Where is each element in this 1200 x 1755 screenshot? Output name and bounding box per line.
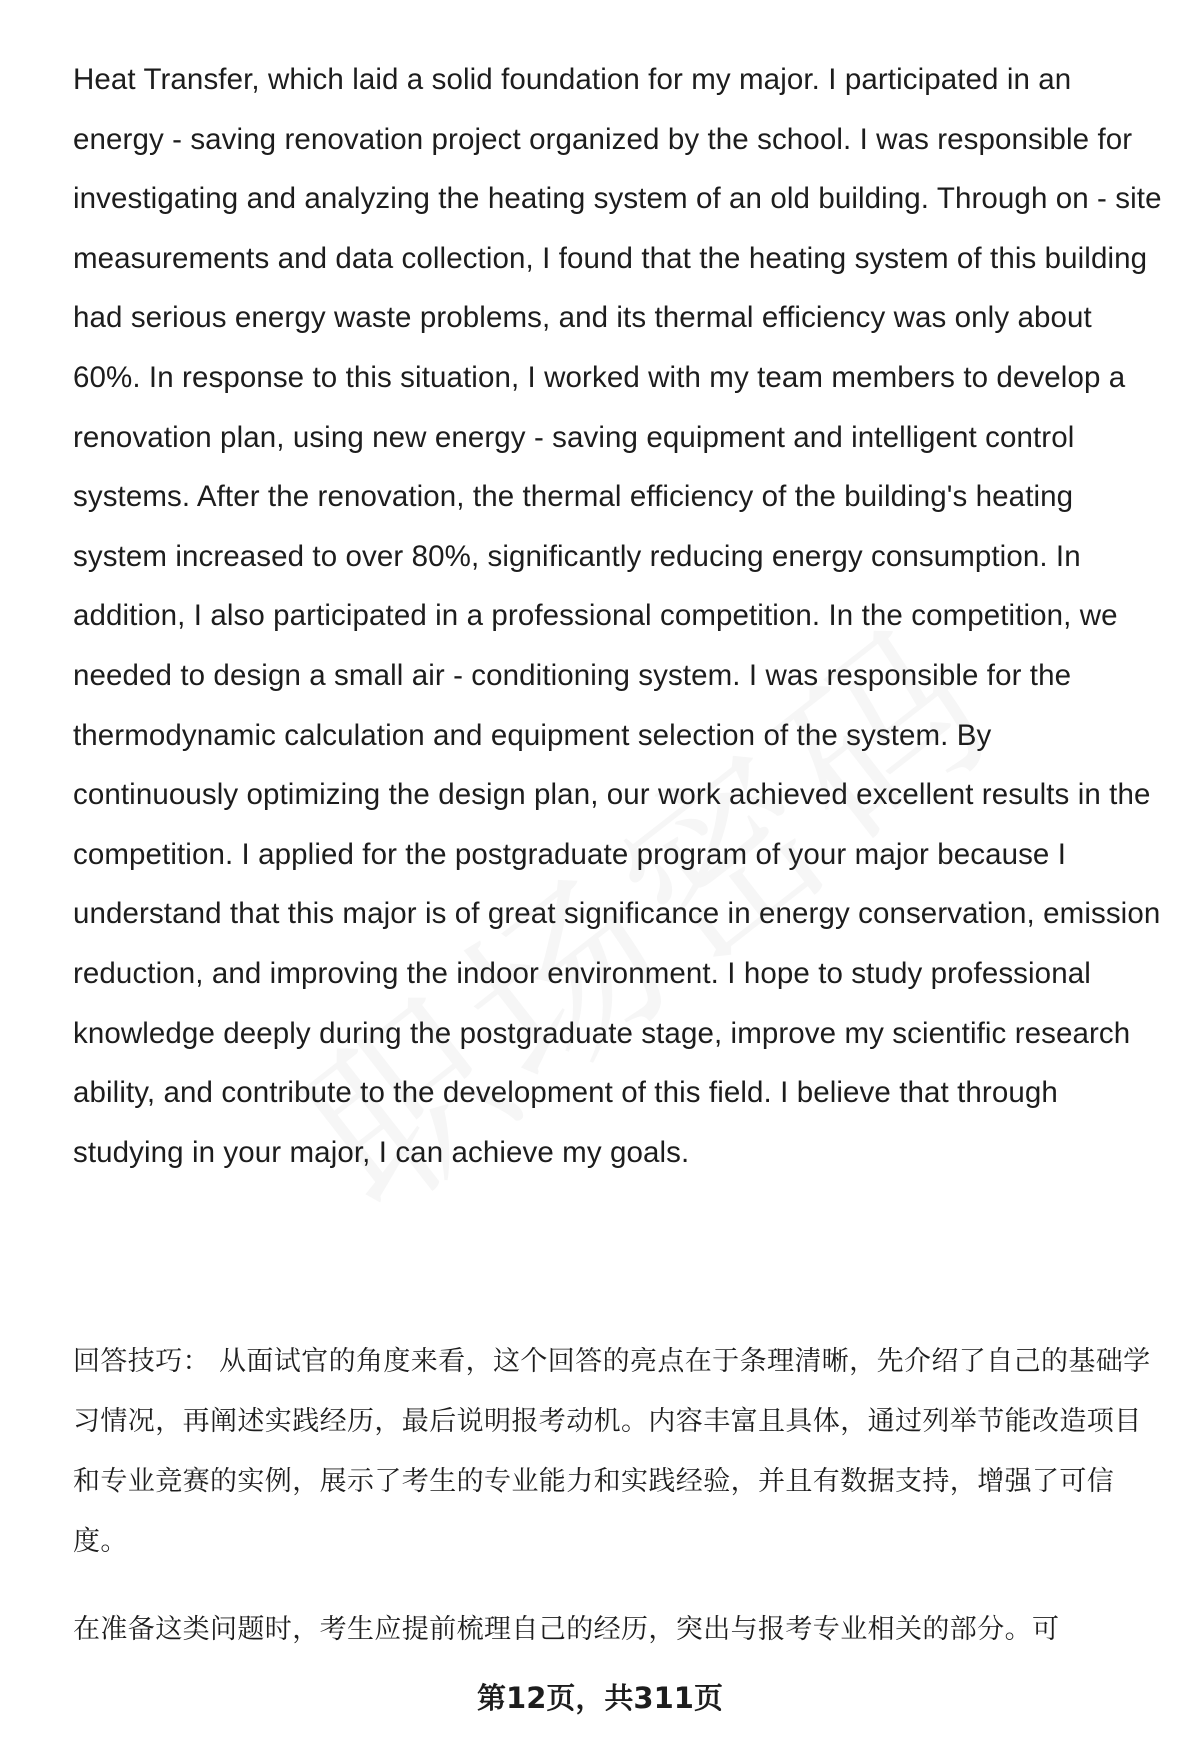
page-number: 第12页，共311页 [477,1681,723,1715]
preparation-paragraph: 在准备这类问题时，考生应提前梳理自己的经历，突出与报考专业相关的部分。可 [73,1614,1060,1645]
answer-tips-paragraph: 回答技巧： 从面试官的角度来看，这个回答的亮点在于条理清晰，先介绍了自己的基础学习情况，再阐述实践经历，最后说明报考动机。内容丰富且具体，通过列举节能改造项目和专业竞赛的实例，展示了考生的专业能力和实践经验，并且有数据支持，增强了可信度。 [73,1346,1151,1557]
answer-paragraph: Heat Transfer, which laid a solid foundation for my major. I participated in an energy - saving renovation project organized by the school. I was responsible for investigating and analyzing the heating system of an old building. Through on - site measurements and data collection, I found that the heating system of this building had serious energy waste problems, and its thermal efficiency was only about 60%. In response to this situation, I worked with my team members to develop a renovation plan, using new energy - saving equipment and intelligent control systems. After the renovation, the thermal efficiency of the building's heating system increased to over 80%, significantly reducing energy consumption. In addition, I also participated in a professional competition. In the competition, we needed to design a small air - conditioning system. I was responsible for the thermodynamic calculation and equipment selection of the system. By continuously optimizing the design plan, our work achieved excellent results in the competition. I applied for the postgraduate program of your major because I understand that this major is of great significance in energy conservation, emission reduction, and improving the indoor environment. I hope to study professional knowledge deeply during the postgraduate stage, improve my scientific research ability, and contribute to the development of this field. I believe that through studying in your major, I can achieve my goals. [73,63,1162,1169]
